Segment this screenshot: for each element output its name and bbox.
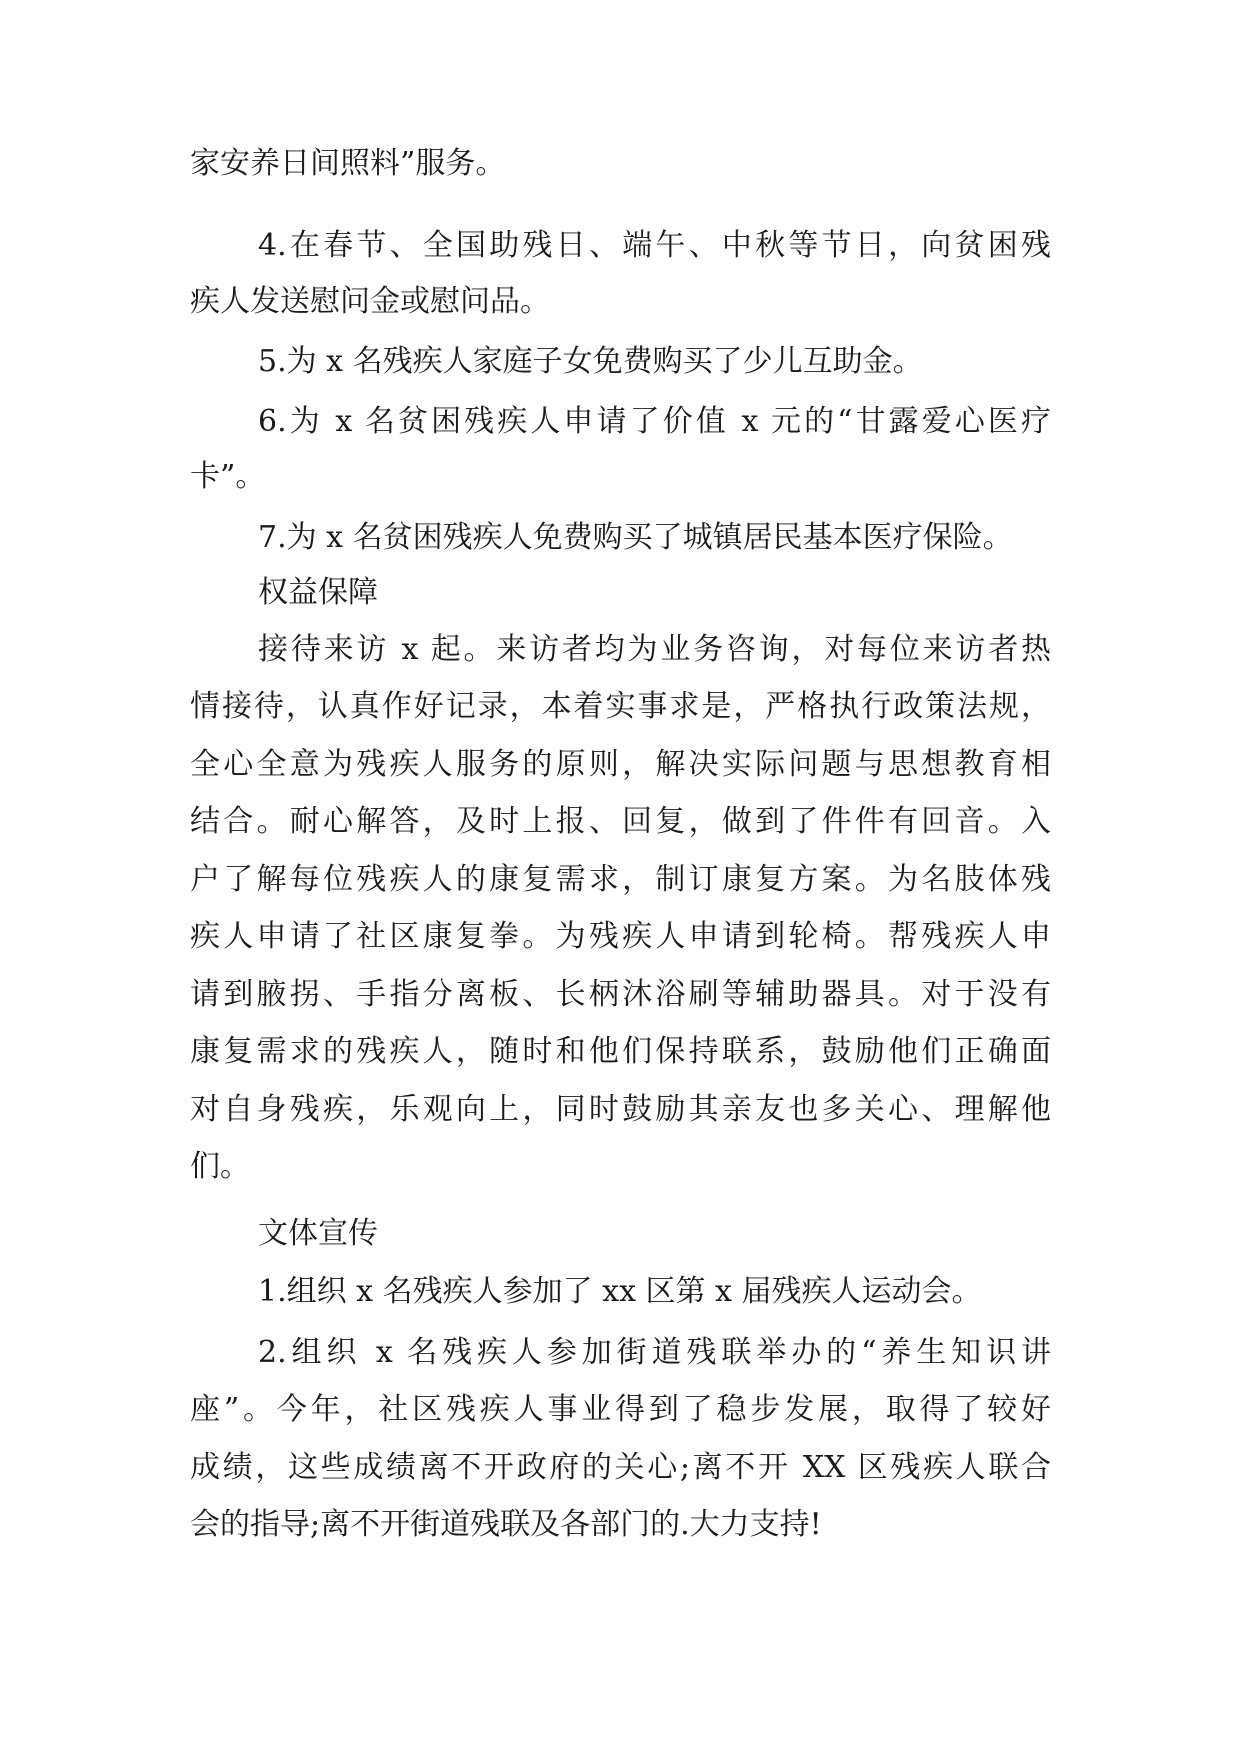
list-item-2: 2.组织 x 名残疾人参加街道残联举办的“养生知识讲 bbox=[258, 1335, 1051, 1370]
paragraph-line: 成绩，这些成绩离不开政府的关心;离不开 XX 区残疾人联合 bbox=[190, 1450, 1051, 1485]
section-heading: 文体宣传 bbox=[258, 1216, 378, 1251]
paragraph-line: 情接待，认真作好记录，本着实事求是，严格执行政策法规， bbox=[190, 689, 1051, 724]
paragraph-line: 请到腋拐、手指分离板、长柄沐浴刷等辅助器具。对于没有 bbox=[190, 977, 1051, 1012]
paragraph-line: 全心全意为残疾人服务的原则，解决实际问题与思想教育相 bbox=[190, 747, 1051, 782]
paragraph-line: 们。 bbox=[190, 1149, 250, 1184]
paragraph-line: 康复需求的残疾人，随时和他们保持联系，鼓励他们正确面 bbox=[190, 1034, 1051, 1069]
paragraph-line: 户了解每位残疾人的康复需求，制订康复方案。为名肢体残 bbox=[190, 862, 1051, 897]
list-item-7: 7.为 x 名贫困残疾人免费购买了城镇居民基本医疗保险。 bbox=[258, 520, 1013, 555]
list-item-6: 6.为 x 名贫困残疾人申请了价值 x 元的“甘露爱心医疗 bbox=[258, 404, 1051, 439]
paragraph-line: 疾人申请了社区康复拳。为残疾人申请到轮椅。帮残疾人申 bbox=[190, 919, 1051, 954]
paragraph-line: 座”。今年，社区残疾人事业得到了稳步发展，取得了较好 bbox=[190, 1392, 1051, 1427]
text-line: 家安养日间照料”服务。 bbox=[190, 146, 506, 181]
paragraph-line: 结合。耐心解答，及时上报、回复，做到了件件有回音。入 bbox=[190, 804, 1051, 839]
text-line: 疾人发送慰问金或慰问品。 bbox=[190, 284, 550, 319]
paragraph-line: 对自身残疾，乐观向上，同时鼓励其亲友也多关心、理解他 bbox=[190, 1092, 1051, 1127]
paragraph-line: 接待来访 x 起。来访者均为业务咨询，对每位来访者热 bbox=[258, 632, 1051, 667]
paragraph-line: 会的指导;离不开街道残联及各部门的.大力支持! bbox=[190, 1507, 822, 1542]
text-line: 卡”。 bbox=[190, 459, 266, 494]
list-item-4: 4.在春节、全国助残日、端午、中秋等节日，向贫困残 bbox=[258, 228, 1051, 263]
section-heading: 权益保障 bbox=[258, 575, 378, 610]
list-item-1: 1.组织 x 名残疾人参加了 xx 区第 x 届残疾人运动会。 bbox=[258, 1274, 982, 1309]
list-item-5: 5.为 x 名残疾人家庭子女免费购买了少儿互助金。 bbox=[258, 344, 923, 379]
